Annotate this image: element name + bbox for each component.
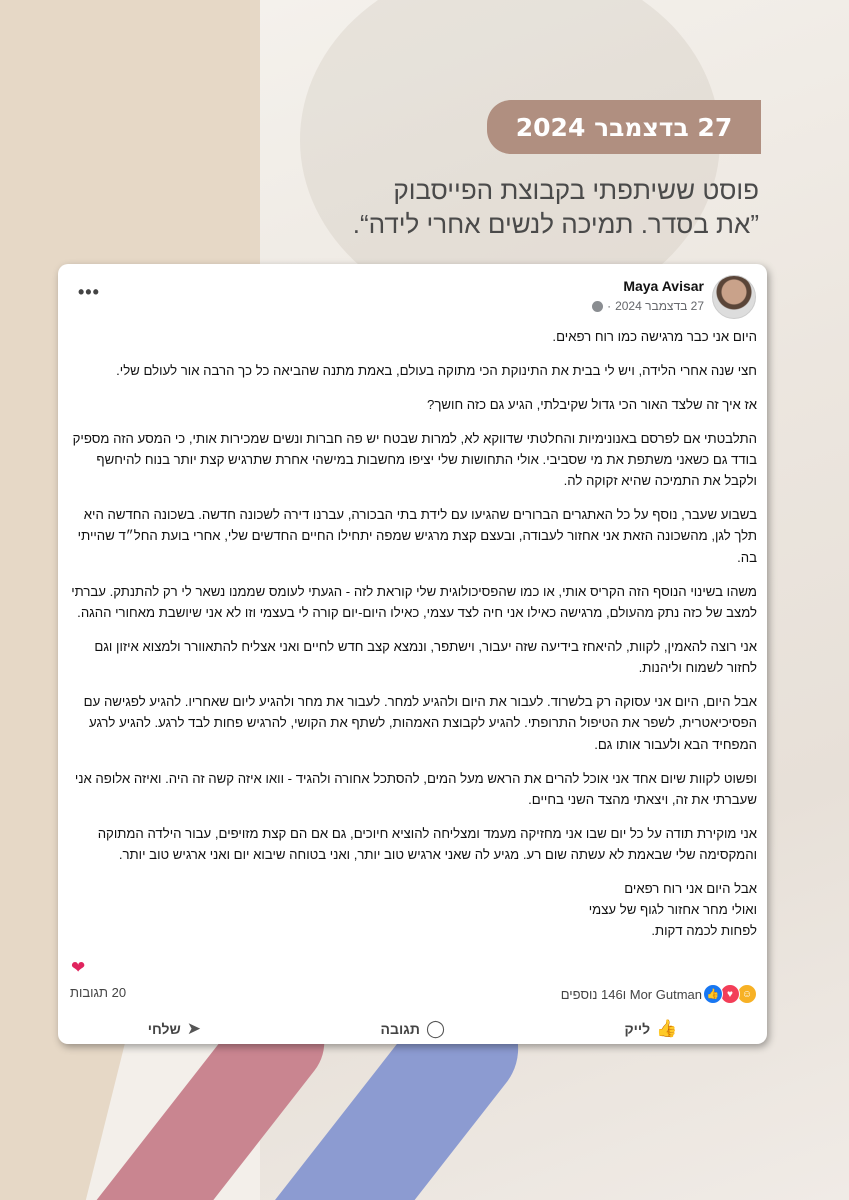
page-subtitle: [159, 173, 759, 241]
post-paragraph: אבל היום, היום אני עסוקה רק בלשרוד. לעבור את היום ולהגיע למחר. לעבור את מחר ולהגיע ליום שאחריו. להגיע לפגישה עם הפסיכיאטרית, לשפר את הטיפול התרופתי. להגיע לקבוצת האמהות, לשתף את הקושי, להרגיש פחות לבד לרגע. להגיע לרגע המפחיד הבא ולעבור אותו גם.: [83, 694, 757, 752]
send-icon: ➤: [186, 1019, 202, 1038]
love-reaction-icon: ♥: [720, 984, 740, 1004]
post-paragraph: אני מוקירת תודה על כל יום שבו אני מחזיקה מעמד ומצליחה להוציא חיוכים, גם אם הם קצת מזויפים, עבור הילדה המתוקה והמקסימה שלי שבאמת לא עשתה שום רע. מגיע לה שאני ארגיש טוב יותר, ואני בטוחה שיבוא יום ואני ארגיש טוב יותר.: [97, 825, 757, 862]
comments-count[interactable]: 20 תגובות: [70, 985, 127, 1000]
like-button[interactable]: [624, 1016, 677, 1042]
like-label: לייק: [624, 1021, 651, 1037]
avatar[interactable]: [712, 275, 756, 319]
heart-icon: ❤: [71, 958, 86, 977]
post-paragraph: התלבטתי אם לפרסם באנונימיות והחלטתי שדווקא לא, למרות שבטח יש פה חברות ונשים שמכירות אותי, כי המסע הזה מספיק בודד גם כשאני משתפת את מי שסביבי. אולי התחושות שלי יציפו מחשבות במישהי אחרת שתרגיש קצת יותר בנוח להיחשף ולקבל את התמיכה שהיא זקוקה לה.: [72, 430, 757, 489]
more-options-icon[interactable]: •••: [78, 282, 100, 302]
care-reaction-icon: ☺: [737, 984, 757, 1004]
post-meta: 27 בדצמבר 2024 ·: [592, 299, 704, 313]
share-button[interactable]: [148, 1016, 201, 1042]
comment-bubble-icon: ◯: [425, 1019, 445, 1038]
post-paragraph: אבל היום אני רוח רפאים ואולי מחר אחזור לגוף של עצמי לפחות לכמה דקות.: [588, 880, 757, 939]
author-name[interactable]: Maya Avisar: [623, 278, 704, 294]
comment-button[interactable]: [381, 1016, 445, 1042]
share-label: שלחי: [147, 1021, 181, 1037]
date-banner: [487, 100, 761, 154]
post-date[interactable]: 27 בדצמבר 2024: [615, 299, 704, 313]
like-reaction-icon: 👍: [703, 984, 723, 1004]
post-paragraph: היום אני כבר מרגישה כמו רוח רפאים.: [552, 329, 757, 344]
post-paragraph: בשבוע שעבר, נוסף על כל האתגרים הברורים שהגיעו עם לידת בתי הבכורה, עברנו דירה לשכונה חדשה. בשכונה החדשה היא תלך לגן, מהשכונה הזאת אני אחזור לעבודה, ובעצם קצת מרגיש שמפה יתחילו החיים החדשים שלי, אחרי בועת החל״ד שהייתי בה.: [77, 507, 757, 565]
post-paragraph: חצי שנה אחרי הלידה, ויש לי בבית את התינוקת הכי מתוקה בעולם, באמת מתנה שהביאה כל כך הרבה אור לעולם שלי.: [116, 362, 757, 378]
post-paragraph: משהו בשינוי הנוסף הזה הקריס אותי, או כמו שהפסיכולוגית שלי קוראת לזה - הגעתי לעומס שממנו נשאר לי רק להתנתק. עברתי למצב של כזה נתק מהעולם, מרגישה כאילו אני חיה לצד עצמי, כאילו היום-יום קורה לי בעצמי וזו לא אני שיושבת מאחורי ההגה.: [71, 583, 757, 620]
facebook-post-card: [58, 264, 767, 1044]
post-paragraph: אז איך זה שלצד האור הכי גדול שקיבלתי, הגיע גם כזה חושך?: [427, 396, 757, 412]
reactions-row: [68, 984, 757, 1006]
post-body: [69, 326, 757, 954]
globe-icon: [592, 301, 603, 312]
date-banner-text: 27 בדצמבר 2024: [515, 112, 733, 142]
subtitle-line-2: ”את בסדר. תמיכה לנשים אחרי לידה“.: [352, 209, 759, 239]
comment-label: תגובה: [380, 1021, 420, 1037]
post-paragraph: ופשוט לקוות שיום אחד אני אוכל להרים את הראש מעל המים, להסתכל אחורה ולהגיד - וואו איזה קשה זה היה. ואיזה אלופה אני שעברתי את זה, ויצאתי מהצד השני בחיים.: [74, 770, 757, 807]
post-actions: [58, 1016, 767, 1042]
reactors-summary[interactable]: [561, 984, 757, 1004]
reactors-text: Mor Gutman ו146 נוספים: [560, 986, 702, 1002]
thumbs-up-icon: 👍: [656, 1019, 678, 1038]
post-paragraph: אני רוצה להאמין, לקוות, להיאחז בידיעה שזה יעבור, וישתפר, ונמצא קצב חדש לחיים ואני אצליח להתאוורר ולמצוא איזון וגם לחזור לשמוח וליהנות.: [94, 638, 757, 676]
subtitle-line-1: פוסט ששיתפתי בקבוצת הפייסבוק: [393, 175, 759, 205]
